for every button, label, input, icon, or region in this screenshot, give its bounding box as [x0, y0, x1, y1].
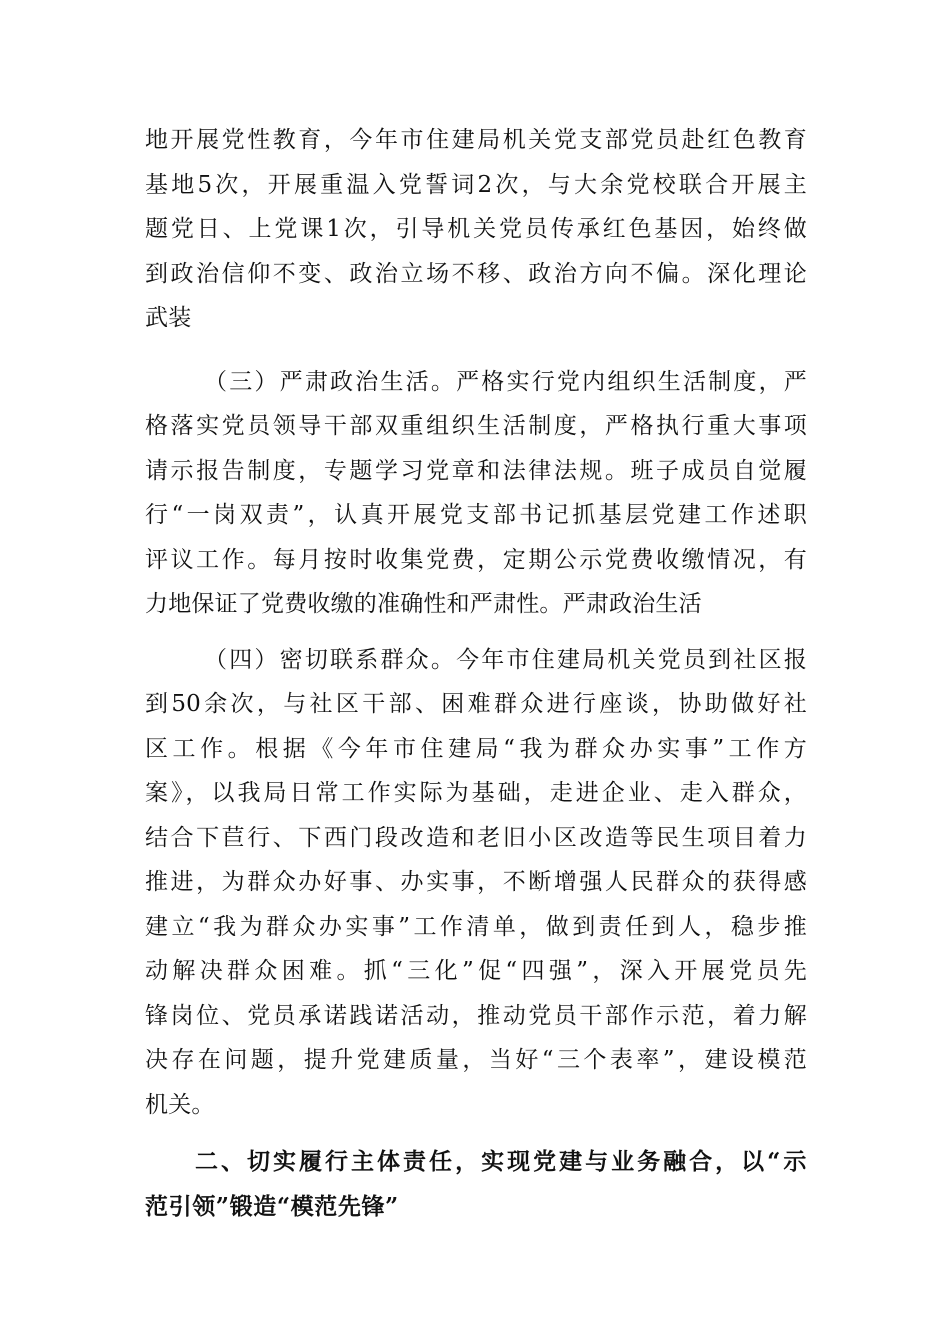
- document-body: [145, 118, 807, 1229]
- text-line: 行“一岗双责”，认真开展党支部书记抓基层党建工作述职: [145, 502, 807, 528]
- text-line: 锋岗位、党员承诺践诺活动，推动党员干部作示范，着力解: [145, 1002, 807, 1029]
- text-line: 力地保证了党费收缴的准确性和严肃性。严肃政治生活: [145, 591, 702, 617]
- heading-line: 范引领”锻造“模范先锋”: [145, 1192, 399, 1220]
- text-line: 结合下苣行、下西门段改造和老旧小区改造等民生项目着力: [145, 824, 807, 851]
- text-line: 机关。: [145, 1091, 215, 1118]
- paragraph-party-education: [145, 118, 807, 341]
- paragraph-political-life: [145, 360, 807, 627]
- text-line: （三）严肃政治生活。严格实行党内组织生活制度，严: [204, 368, 807, 395]
- text-line: 区工作。根据《今年市住建局“我为群众办实事”工作方: [145, 735, 807, 762]
- text-line: 建立“我为群众办实事”工作清单，做到责任到人，稳步推: [145, 913, 807, 940]
- section-heading-two: [145, 1140, 807, 1229]
- text-line: 格落实党员领导干部双重组织生活制度，严格执行重大事项: [145, 413, 807, 439]
- text-line: 推进，为群众办好事、办实事，不断增强人民群众的获得感: [145, 869, 807, 895]
- text-line: 武装: [145, 305, 192, 331]
- paragraph-contact-masses: [145, 638, 807, 1128]
- text-line: 到50余次，与社区干部、困难群众进行座谈，协助做好社: [145, 691, 807, 717]
- text-line: 动解决群众困难。抓“三化”促“四强”，深入开展党员先: [145, 958, 807, 984]
- text-line: 基地5次，开展重温入党誓词2次，与大余党校联合开展主: [145, 171, 807, 198]
- text-line: 案》，以我局日常工作实际为基础，走进企业、走入群众，: [145, 780, 807, 806]
- text-line: 地开展党性教育，今年市住建局机关党支部党员赴红色教育: [145, 127, 807, 153]
- text-line: 请示报告制度，专题学习党章和法律法规。班子成员自觉履: [145, 457, 807, 484]
- text-line: 题党日、上党课1次，引导机关党员传承红色基因，始终做: [145, 216, 807, 242]
- text-line: 到政治信仰不变、政治立场不移、政治方向不偏。深化理论: [145, 260, 807, 287]
- text-line: （四）密切联系群众。今年市住建局机关党员到社区报: [204, 646, 807, 673]
- heading-line: 二、切实履行主体责任，实现党建与业务融合，以“示: [195, 1148, 807, 1175]
- text-line: 决存在问题，提升党建质量，当好“三个表率”，建设模范: [145, 1047, 807, 1073]
- text-line: 评议工作。每月按时收集党费，定期公示党费收缴情况，有: [145, 546, 807, 573]
